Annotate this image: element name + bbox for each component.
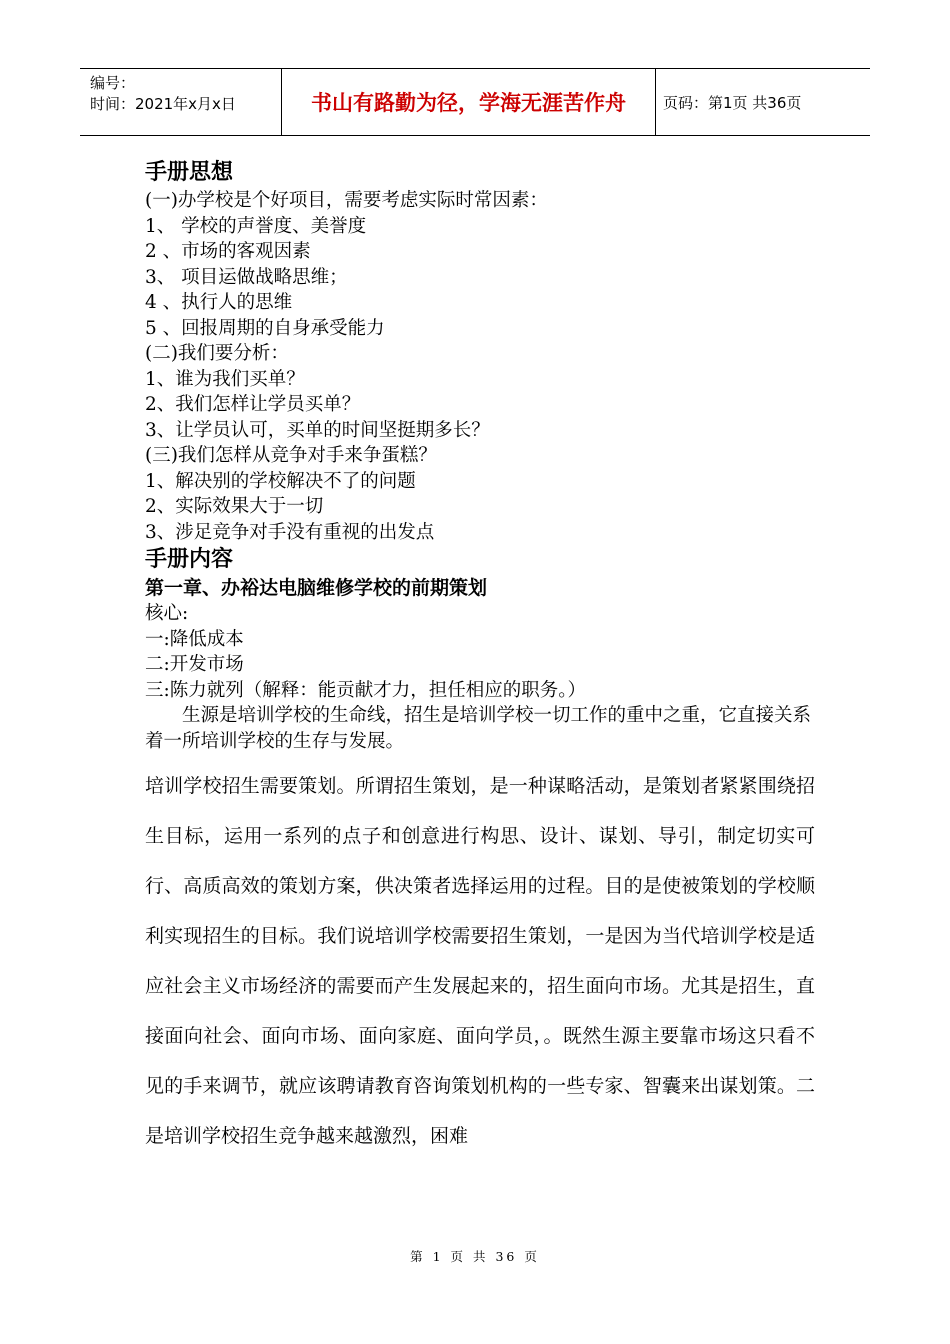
section-title-thoughts: 手册思想 (145, 160, 234, 185)
list-item: 2、我们怎样让学员买单？ (145, 394, 361, 415)
intro-paragraph: 生源是培训学校的生命线，招生是培训学校一切工作的重中之重，它直接关系着一所培训学校的生存与发展。 (145, 705, 812, 752)
list-item: 三:陈力就列（解释：能贡献才力，担任相应的职务。） (145, 679, 586, 701)
header-page-label: 页码：第1页 共36页 (663, 93, 802, 112)
list-item: 1、谁为我们买单？ (145, 368, 305, 390)
section-title-content: 手册内容 (145, 547, 234, 572)
chapter-title: 第一章、办裕达电脑维修学校的前期策划 (145, 577, 488, 599)
header-meta (80, 69, 282, 135)
list-item: 3、让学员认可，买单的时间坚挺期多长？ (145, 419, 490, 441)
list-item: 核心: (145, 603, 189, 624)
document-body (145, 158, 815, 1161)
list-item: 二:开发市场 (145, 654, 244, 675)
list-item: 2、实际效果大于一切 (145, 496, 324, 517)
thoughts-list (145, 188, 815, 545)
list-item: 3、涉足竞争对手没有重视的出发点 (145, 521, 435, 543)
date-label: 时间：2021年x月x日 (90, 95, 236, 113)
core-list (145, 601, 815, 703)
list-item: (二)我们要分析： (145, 343, 289, 364)
list-item: 5 、回报周期的自身承受能力 (145, 317, 385, 339)
list-item: 1、解决别的学校解决不了的问题 (145, 470, 416, 492)
body-paragraph: 培训学校招生需要策划。所谓招生策划，是一种谋略活动，是策划者紧紧围绕招生目标，运用一系列的点子和创意进行构思、设计、谋划、导引，制定切实可行、高质高效的策划方案，供决策者选择运用的过程。目的是使被策划的学校顺利实现招生的目标。我们说培训学校需要招生策划，一是因为当代培训学校是适应社会主义市场经济的需要而产生发展起来的，招生面向市场。尤其是招生，直接面向社会、面向市场、面向家庭、面向学员，。既然生源主要靠市场这只看不见的手来调节，就应该聘请教育咨询策划机构的一些专家、智囊来出谋划策。二是培训学校招生竞争越来越激烈，困难 (145, 775, 815, 1147)
number-label: 编号： (90, 74, 136, 92)
list-item: 4 、执行人的思维 (145, 292, 293, 313)
document-header (80, 68, 870, 136)
list-item: (三)我们怎样从竞争对手来争蛋糕？ (145, 445, 437, 466)
page-footer: 第 1 页 共 36 页 (410, 1249, 540, 1264)
header-motto: 书山有路勤为径，学海无涯苦作舟 (282, 69, 656, 135)
list-item: 2 、市场的客观因素 (145, 241, 311, 262)
list-item: 3、 项目运做战略思维； (145, 266, 348, 288)
list-item: 1、 学校的声誉度、美誉度 (145, 215, 367, 237)
list-item: 一:降低成本 (145, 628, 244, 650)
list-item: (一)办学校是个好项目，需要考虑实际时常因素： (145, 190, 548, 211)
